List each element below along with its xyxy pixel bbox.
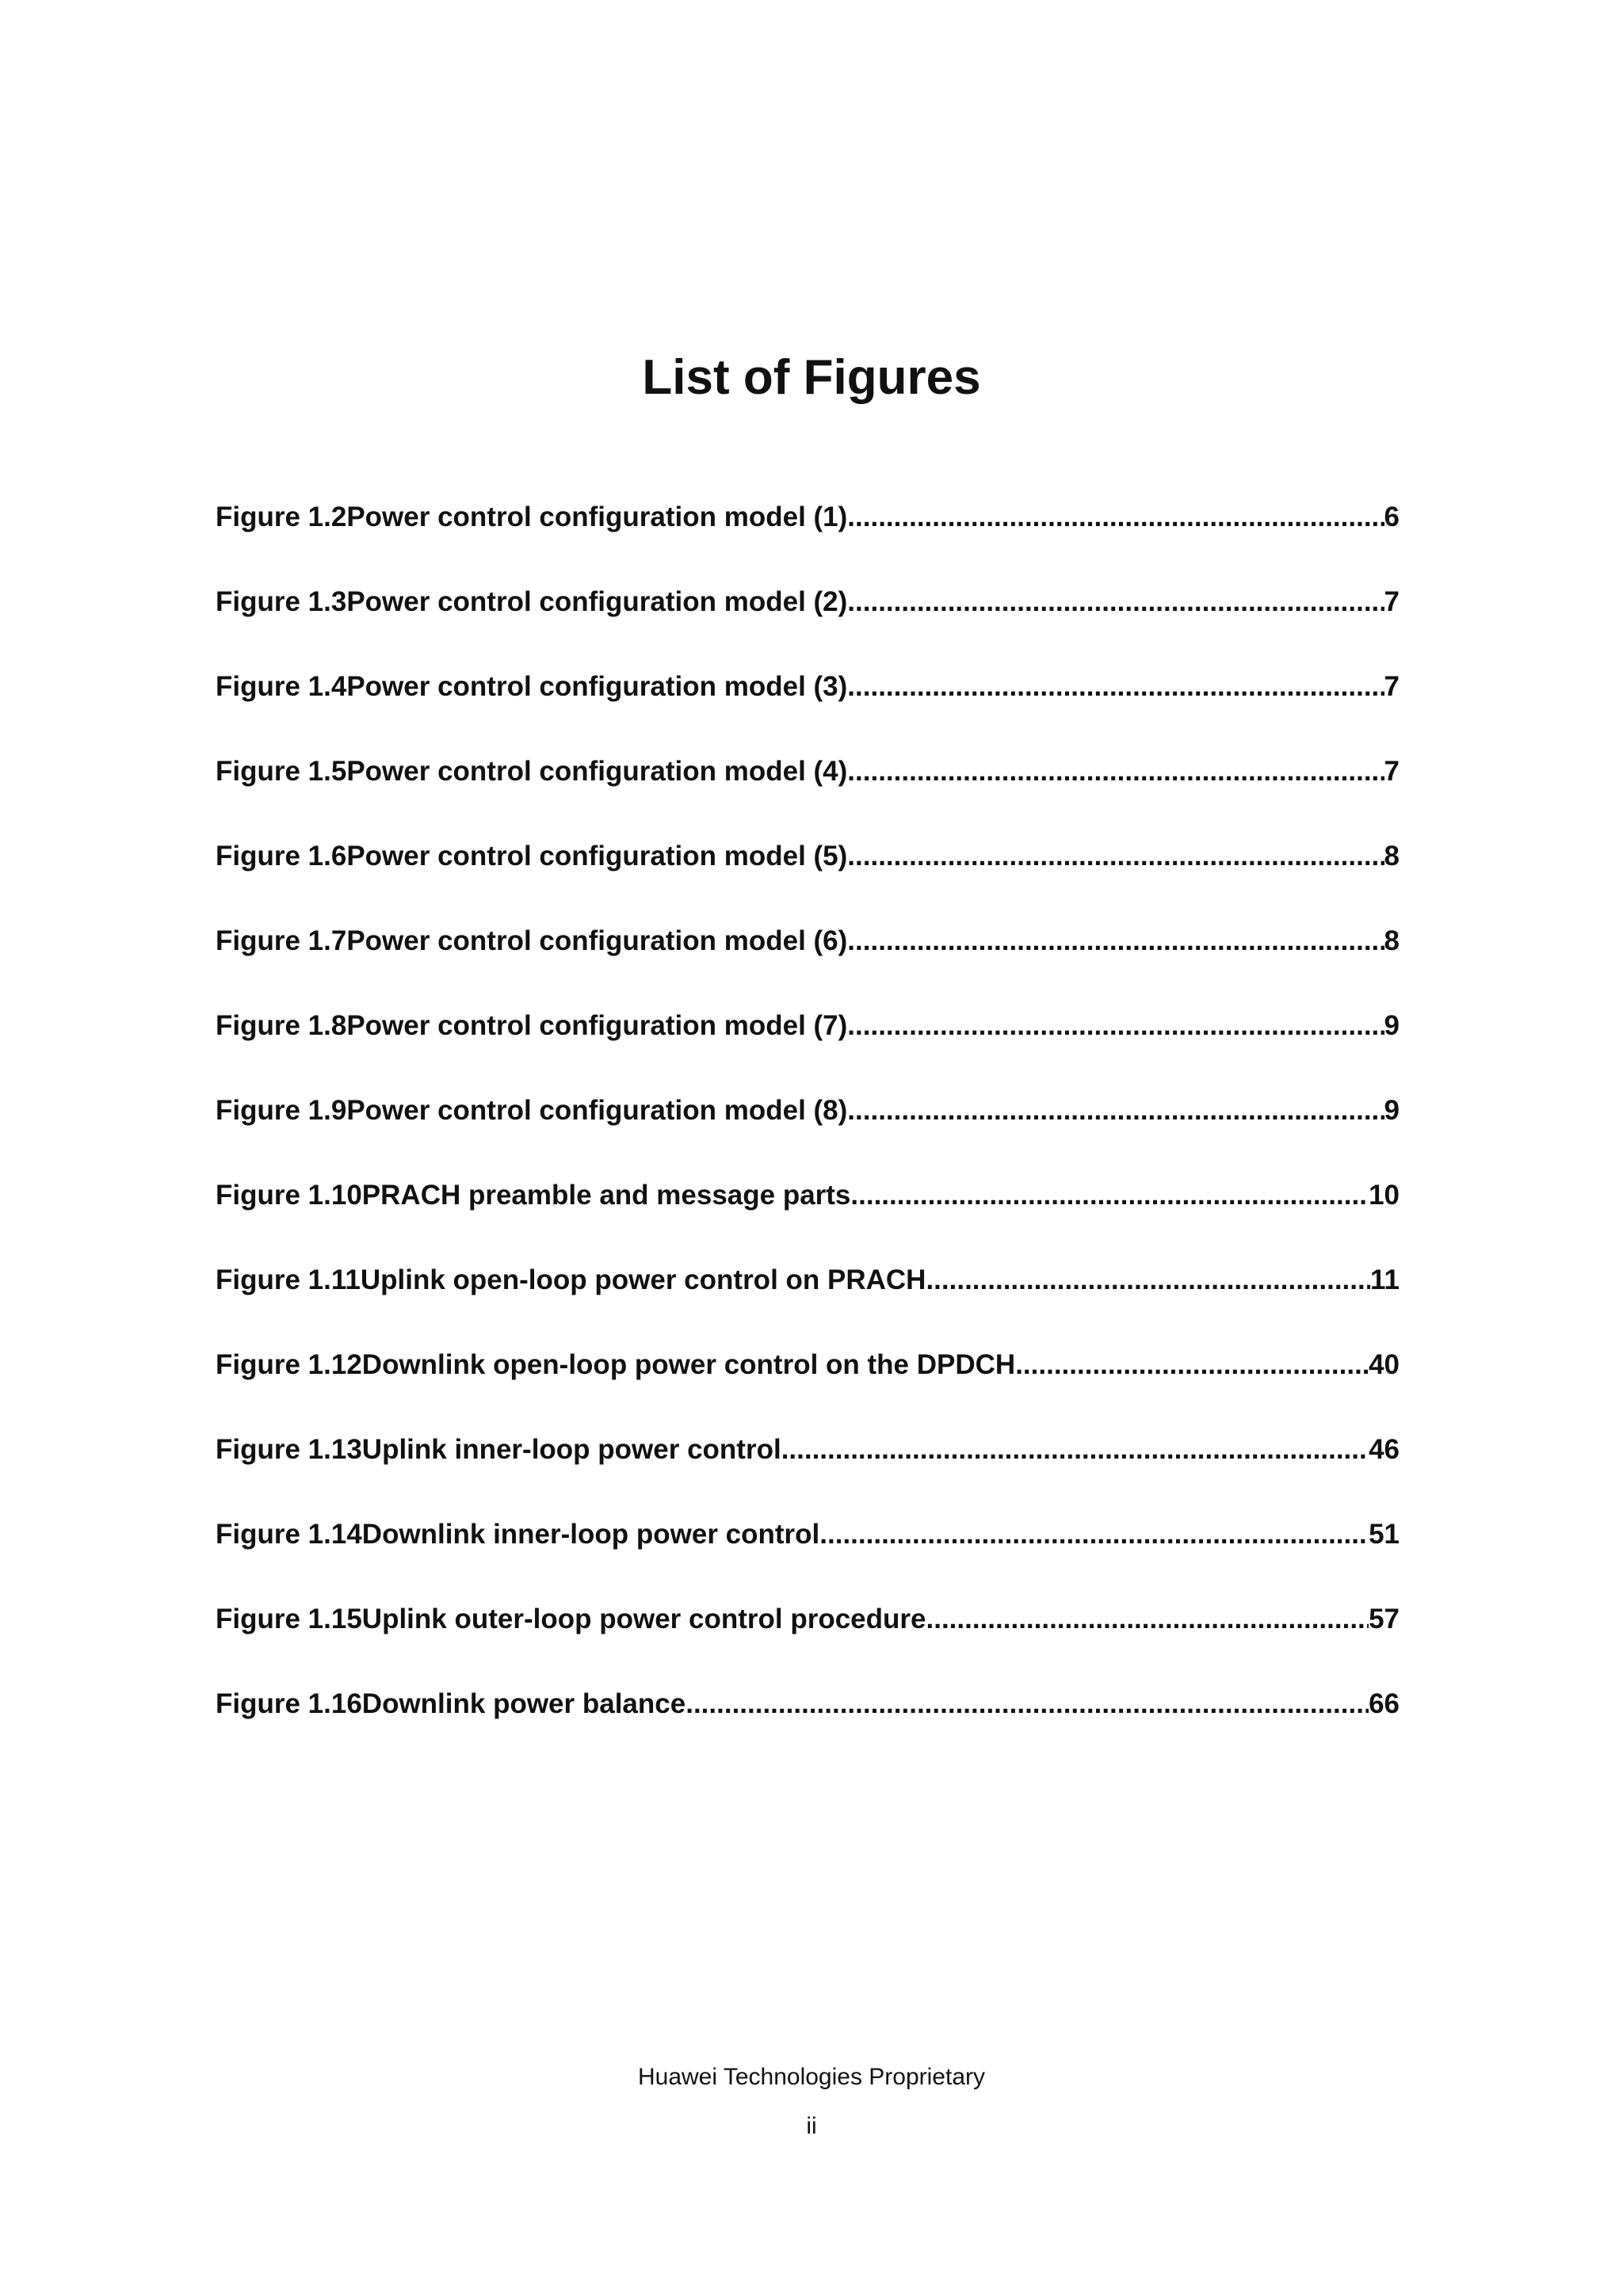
dot-leader [819,1515,1369,1554]
toc-entry[interactable] [216,1261,1400,1345]
dot-leader [847,1091,1384,1131]
figure-caption: Power control configuration model (3) [346,671,848,702]
figure-number: Figure 1.11 [216,1264,361,1295]
dot-leader [847,667,1384,707]
toc-entry[interactable] [216,1600,1400,1684]
toc-entry[interactable] [216,752,1400,837]
page-number: 8 [1384,925,1400,956]
page-number: 7 [1384,671,1400,702]
figure-caption: Power control configuration model (7) [346,1010,848,1041]
page-number: 46 [1369,1434,1400,1465]
figure-number: Figure 1.13 [216,1434,362,1465]
figure-caption: Power control configuration model (5) [346,841,848,871]
page-number: 10 [1369,1180,1400,1211]
figure-caption: Downlink open-loop power control on the DPDCH [361,1349,1016,1380]
page-number: 9 [1384,1095,1400,1126]
toc-entry[interactable] [216,582,1400,667]
figure-caption: Uplink open-loop power control on PRACH [360,1264,926,1295]
figure-number: Figure 1.8 [216,1010,347,1041]
figure-number: Figure 1.5 [216,756,347,787]
figure-caption: Power control configuration model (4) [346,756,848,787]
figure-list [216,498,1400,1769]
figure-caption: Power control configuration model (2) [346,586,848,617]
dot-leader [847,837,1384,876]
figure-number: Figure 1.4 [216,671,347,702]
page-number: 7 [1384,586,1400,617]
dot-leader [847,752,1384,791]
page-number: 51 [1369,1519,1400,1550]
page-number: 9 [1384,1010,1400,1041]
figure-caption: Uplink outer-loop power control procedure [361,1604,926,1634]
figure-number: Figure 1.14 [216,1519,362,1550]
dot-leader [847,582,1384,622]
page-number: 40 [1369,1349,1400,1380]
figure-caption: Power control configuration model (8) [346,1095,848,1126]
figure-caption: Downlink power balance [361,1688,686,1719]
toc-entry[interactable] [216,1430,1400,1515]
figure-caption: Uplink inner-loop power control [361,1434,781,1465]
page-number: 11 [1370,1264,1400,1295]
toc-entry[interactable] [216,837,1400,921]
figure-number: Figure 1.12 [216,1349,362,1380]
dot-leader [926,1600,1369,1639]
dot-leader [1015,1345,1369,1385]
page-number: 6 [1384,502,1400,532]
dot-leader [850,1176,1369,1215]
dot-leader [685,1684,1369,1724]
page-number: 7 [1384,756,1400,787]
toc-entry[interactable] [216,1345,1400,1430]
figure-caption: PRACH preamble and message parts [361,1180,851,1211]
toc-entry[interactable] [216,1515,1400,1600]
page-number: 66 [1369,1688,1400,1719]
figure-number: Figure 1.16 [216,1688,362,1719]
page-number: 8 [1384,841,1400,871]
toc-entry[interactable] [216,1006,1400,1091]
figure-number: Figure 1.9 [216,1095,347,1126]
figure-number: Figure 1.3 [216,586,347,617]
footer-page-number: ii [806,2113,817,2139]
dot-leader [847,921,1384,961]
toc-entry[interactable] [216,498,1400,582]
dot-leader [847,498,1384,537]
toc-entry[interactable] [216,1176,1400,1261]
toc-entry[interactable] [216,1684,1400,1769]
page-title: List of Figures [642,350,981,405]
dot-leader [847,1006,1384,1046]
figure-number: Figure 1.15 [216,1604,362,1634]
toc-entry[interactable] [216,1091,1400,1176]
dot-leader [926,1261,1370,1300]
dot-leader [781,1430,1369,1470]
toc-entry[interactable] [216,921,1400,1006]
footer-proprietary-notice: Huawei Technologies Proprietary [637,2064,986,2090]
figure-caption: Power control configuration model (6) [346,925,848,956]
figure-number: Figure 1.10 [216,1180,362,1211]
figure-caption: Downlink inner-loop power control [361,1519,820,1550]
figure-number: Figure 1.6 [216,841,347,871]
page-number: 57 [1369,1604,1400,1634]
figure-caption: Power control configuration model (1) [346,502,848,532]
toc-entry[interactable] [216,667,1400,752]
figure-number: Figure 1.2 [216,502,347,532]
figure-number: Figure 1.7 [216,925,347,956]
